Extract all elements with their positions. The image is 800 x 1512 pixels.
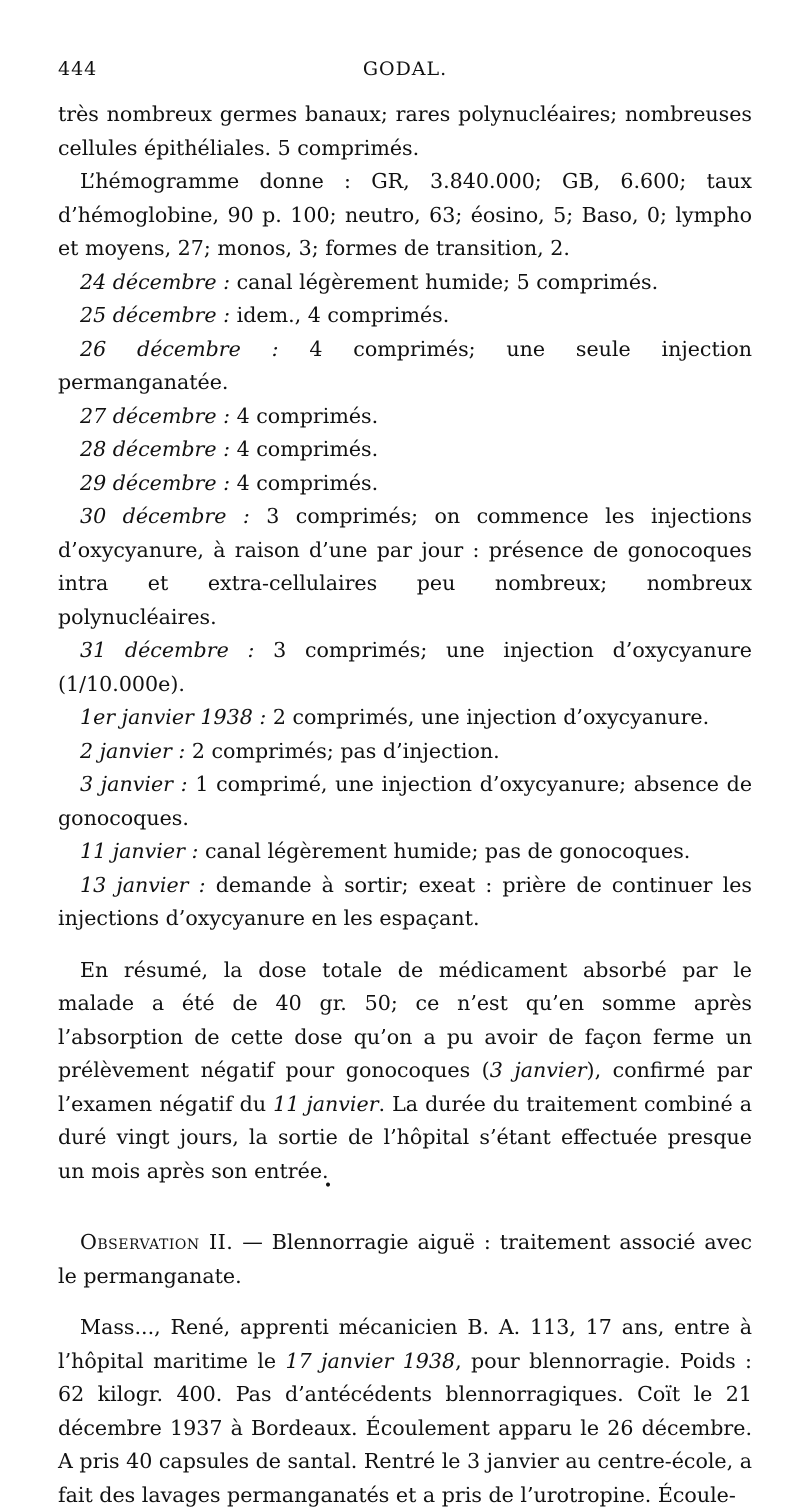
summary-date-1: 3 janvier [489, 1058, 587, 1082]
entry-date: 11 janvier : [80, 839, 199, 863]
entry-item [58, 299, 752, 333]
observation-heading [58, 1226, 752, 1293]
entry-text: canal légèrement humide; pas de gonocoques. [198, 839, 691, 863]
entry-text: 4 comprimés. [230, 470, 379, 495]
paragraph-continuation: très nombreux germes banaux; rares polynucléaires; nombreuses cellules épithéliales. 5 comprimés. [58, 102, 752, 160]
running-title: GODAL. [362, 58, 448, 80]
entry-item [58, 400, 752, 434]
entry-text: 2 comprimés, une injection d’oxycyanure. [266, 705, 710, 729]
entry-text: 4 comprimés; une seule injection permanganatée. [58, 336, 752, 394]
entry-item [58, 835, 752, 869]
paragraph-patient [58, 1311, 752, 1512]
summary-text-1: En résumé, la dose totale de médicament absorbé par le malade a été de 40 gr. 50; ce n’est qu’en somme après l’absorption de cette dose qu’on a pu avoir de façon ferme un prélèvement négatif pour gonocoques ( [58, 957, 752, 1082]
paragraph-hemogram: L’hémogramme donne : GR, 3.840.000; GB, 6.600; taux d’hémoglobine, 90 p. 100; neutro, 63; éosino, 5; Baso, 0; lympho et moyens, 27; monos, 3; formes de transition, 2. [58, 169, 752, 260]
entry-item [58, 266, 752, 300]
entry-date: 27 décembre : [80, 403, 231, 428]
summary-date-2: 11 janvier [273, 1091, 379, 1116]
page: 444 GODAL. très nombreux germes banaux; rares polynucléaires; nombreuses cellules épithéliales. 5 comprimés. L’hémogramme donne : GR, 3.840.000; GB, 6.600; taux d’hémoglobine, 90 p. 100; neutro, 63; éosino, 5; Baso, 0; lympho et moyens, 27; monos, 3; formes de transition, 2. 24 décembre : canal légèrement humide; 5 comprimés. 25 décembre : idem., 4 comprimés. 26 décembre : 4 comprimés; une seule injection permanganatée. 27 décembre : 4 comprimés. 28 décembre : 4 comprimés. 29 décembre : 4 comprimés. 30 décembre : 3 comprimés; on commence les injections d’oxycyanure, à raison d’une par jour : présence de gonocoques intra et extra-cellulaires peu nombreux; nombreux polynucléaires. 31 décembre : 3 comprimés; une injection d’oxycyanure (1/10.000e). 1er janvier 1938 : 2 comprimés, une injection d’oxycyanure. 2 janvier : 2 comprimés; pas d’injection. 3 janvier : 1 comprimé, une injection d’oxycyanure; absence de gonocoques. 11 janvier : canal légèrement humide; pas de gonocoques. 13 janvier : demande à sortir; exeat : prière de continuer les injections d’oxycyanure en les espaçant. En résumé, la dose totale de médicament absorbé par le malade a été de 40 gr. 50; ce n’est qu’en somme après l’absorption de cette dose qu’on a pu avoir de façon ferme un prélèvement négatif pour gonocoques (3 janvier), confirmé par l’examen négatif du 11 janvier. La durée du traitement combiné a duré vingt jours, la sortie de l’hôpital s’étant effectuée presque un mois après son entrée. • Observation II. — Blennorragie aiguë : traitement associé avec le permanganate. Mass..., René, apprenti mécanicien B. A. 113, 17 ans, entre à l’hôpital maritime le 17 janvier 1938, pour blennorragie. Poids : 62 kilogr. 400. Pas d’antécédents blennorragiques. Coït le 21 décembre 1937 à Bordeaux. Écoulement apparu le 26 décembre. A pris 40 capsules de santal. Rentré le 3 janvier au centre-école, a fait des lavages permanganatés et a pris de l’urotropine. Écoule- [58, 58, 752, 1512]
entry-item [58, 467, 752, 501]
entry-date: 13 janvier : [80, 872, 206, 897]
entry-item [58, 634, 752, 701]
patient-text-2: , pour blennorragie. Poids : 62 kilogr. 400. Pas d’antécédents blennorragiques. Coït le 21 décembre 1937 à Bordeaux. Écoulement apparu le 26 décembre. A pris 40 capsules de santal. Rentré le 3 janvier au centre-école, a fait des lavages permanganatés et a pris de l’urotropine. Écoule- [58, 1348, 752, 1507]
entry-date: 25 décembre : [80, 303, 231, 327]
entry-item [58, 735, 752, 769]
entry-date: 24 décembre : [80, 269, 231, 294]
entry-item [58, 701, 752, 735]
entry-item [58, 869, 752, 936]
entry-text: 4 comprimés. [230, 437, 379, 461]
daily-entries [58, 266, 752, 936]
entry-item [58, 500, 752, 634]
entry-text: demande à sortir; exeat : prière de continuer les injections d’oxycyanure en les espaçant. [58, 872, 752, 930]
running-header [58, 58, 752, 98]
entry-date: 28 décembre : [80, 437, 231, 461]
entry-date: 2 janvier : [80, 738, 186, 763]
entry-text: 2 comprimés; pas d’injection. [185, 738, 500, 763]
entry-text: 3 comprimés; une injection d’oxycyanure (1/10.000e). [58, 638, 752, 696]
patient-text-1: Mass..., René, apprenti mécanicien B. A. 113, 17 ans, entre à l’hôpital maritime le [58, 1315, 752, 1373]
entry-item [58, 333, 752, 400]
entry-date: 26 décembre : [80, 336, 279, 361]
page-number: 444 [58, 58, 98, 80]
entry-text: canal légèrement humide; 5 comprimés. [230, 269, 659, 294]
paragraph-summary [58, 954, 752, 1189]
entry-date: 1er janvier 1938 : [80, 705, 267, 729]
entry-date: 30 décembre : [80, 504, 250, 528]
entry-date: 29 décembre : [80, 470, 231, 495]
summary-text-3: . La durée du traitement combiné a duré vingt jours, la sortie de l’hôpital s’étant effectuée presque un mois après son entrée. [58, 1091, 752, 1183]
entry-text: 4 comprimés. [230, 403, 379, 428]
entry-date: 3 janvier : [80, 772, 188, 796]
entry-text: 1 comprimé, une injection d’oxycyanure; absence de gonocoques. [58, 772, 753, 830]
entry-item [58, 433, 752, 467]
observation-title: — Blennorragie aiguë : traitement associé avec le permanganate. [58, 1230, 752, 1288]
entry-item [58, 768, 752, 835]
observation-label: Observation II. [80, 1230, 234, 1254]
entry-text: 3 comprimés; on commence les injections d’oxycyanure, à raison d’une par jour : présence de gonocoques intra et extra-cellulaires peu nombreux; nombreux polynucléaires. [58, 504, 752, 629]
entry-text: idem., 4 comprimés. [230, 303, 450, 327]
entry-date: 31 décembre : [80, 638, 255, 662]
patient-date: 17 janvier 1938 [285, 1348, 456, 1373]
summary-text-2: ), confirmé par l’examen négatif du [58, 1058, 753, 1116]
